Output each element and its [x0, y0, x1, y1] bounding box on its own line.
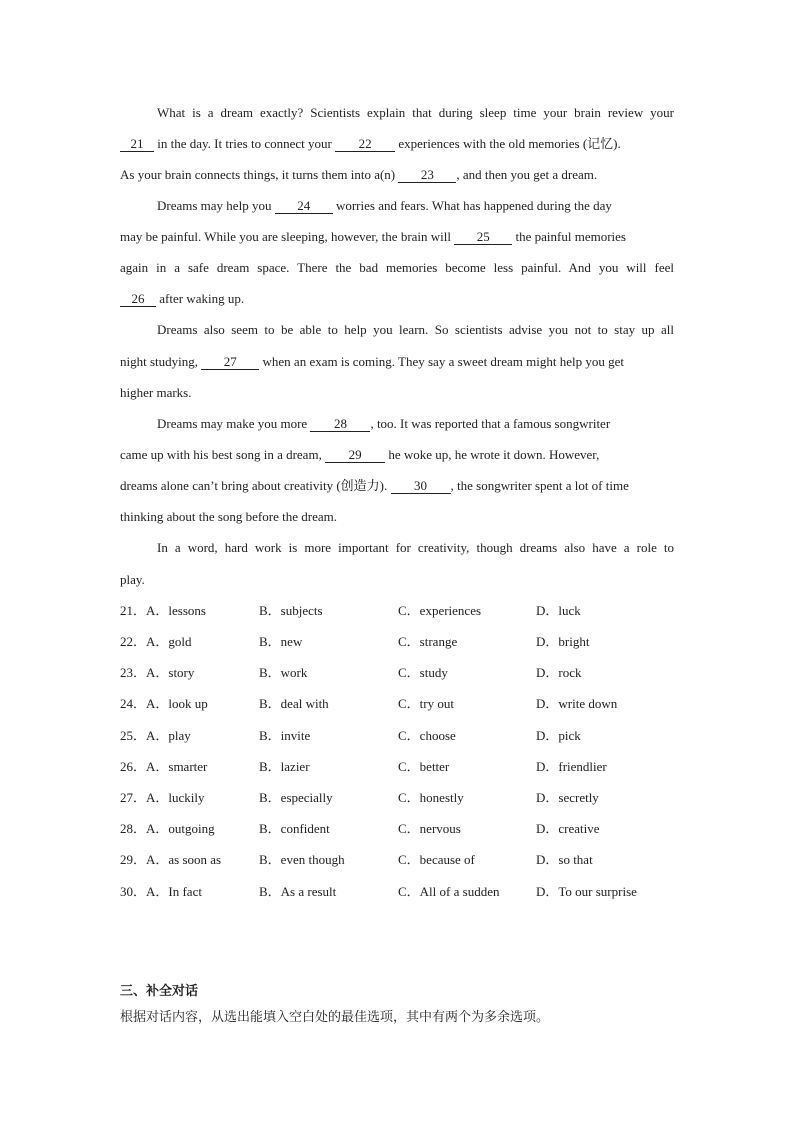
section-title: 三、补全对话	[120, 984, 199, 999]
blank-23: 23	[398, 168, 456, 183]
blank-24: 24	[275, 199, 333, 214]
passage-text: , the songwriter spent a lot of time	[450, 478, 629, 493]
option-b: B．new	[259, 634, 303, 649]
passage-text: again in a safe dream space. There the bad memories become less painful. And you will feel	[120, 260, 674, 275]
option-b: B．work	[259, 665, 308, 680]
option-row	[120, 759, 680, 775]
passage-text: dreams alone can’t bring about creativity (创造力).	[120, 478, 391, 493]
passage-line	[157, 198, 674, 214]
passage-line	[120, 167, 674, 183]
option-d: D．rock	[536, 665, 582, 680]
blank-26: 26	[120, 292, 156, 307]
option-b: B．lazier	[259, 759, 310, 774]
option-c: C．because of	[398, 852, 475, 867]
option-c: C．better	[398, 759, 450, 774]
option-d: D．luck	[536, 603, 581, 618]
passage-text: came up with his best song in a dream,	[120, 447, 326, 462]
option-row	[120, 821, 680, 837]
passage-text: Dreams may make you more	[157, 416, 311, 431]
option-c: C．study	[398, 665, 448, 680]
option-d: D．pick	[536, 728, 581, 743]
option-b: B．subjects	[259, 603, 323, 618]
passage-line	[120, 447, 674, 463]
option-b: B．deal with	[259, 696, 329, 711]
passage-text: after waking up.	[156, 291, 245, 306]
blank-25: 25	[454, 230, 512, 245]
option-a: 24．A．look up	[120, 696, 208, 711]
option-a: 29．A．as soon as	[120, 852, 222, 867]
option-d: D．creative	[536, 821, 600, 836]
option-d: D．bright	[536, 634, 590, 649]
passage-line	[120, 385, 674, 401]
passage-line	[120, 136, 674, 152]
passage-text: , too. It was reported that a famous songwriter	[370, 416, 611, 431]
option-d: D．secretly	[536, 790, 599, 805]
passage-line	[157, 105, 674, 121]
option-c: C．try out	[398, 696, 454, 711]
option-a: 28．A．outgoing	[120, 821, 215, 836]
passage-text: In a word, hard work is more important for creativity, though dreams also have a role to	[157, 540, 674, 555]
option-b: B．invite	[259, 728, 311, 743]
option-c: C．strange	[398, 634, 458, 649]
option-row	[120, 665, 680, 681]
passage-text: when an exam is coming. They say a sweet dream might help you get	[259, 354, 625, 369]
passage-text: , and then you get a dream.	[456, 167, 598, 182]
option-a: 21．A．lessons	[120, 603, 206, 618]
option-b: B．especially	[259, 790, 333, 805]
blank-28: 28	[310, 417, 370, 432]
passage-line	[120, 478, 674, 494]
passage-line	[157, 416, 674, 432]
option-a: 25．A．play	[120, 728, 191, 743]
passage-text: night studying,	[120, 354, 202, 369]
option-c: C．honestly	[398, 790, 464, 805]
passage-text: What is a dream exactly? Scientists explain that during sleep time your brain review your	[157, 105, 674, 120]
option-row	[120, 728, 680, 744]
option-row	[120, 852, 680, 868]
option-b: B．even though	[259, 852, 345, 867]
section-instruction: 根据对话内容，从选出能填入空白处的最佳选项，其中有两个为多余选项。	[120, 1010, 550, 1025]
passage-line	[120, 354, 674, 370]
passage-text: worries and fears. What has happened during the day	[332, 198, 612, 213]
passage-line	[157, 322, 674, 338]
option-d: D．friendlier	[536, 759, 607, 774]
option-a: 22．A．gold	[120, 634, 192, 649]
passage-text: may be painful. While you are sleeping, however, the brain will	[120, 229, 455, 244]
option-a: 23．A．story	[120, 665, 195, 680]
blank-21: 21	[120, 137, 154, 152]
blank-22: 22	[335, 137, 395, 152]
passage-text: Dreams also seem to be able to help you learn. So scientists advise you not to stay up all	[157, 322, 674, 337]
option-row	[120, 603, 680, 619]
passage-text: thinking about the song before the dream.	[120, 509, 337, 524]
passage-line	[120, 229, 674, 245]
passage-line	[157, 540, 674, 556]
option-c: C．All of a sudden	[398, 884, 500, 899]
option-row	[120, 790, 680, 806]
passage-text: the painful memories	[512, 229, 626, 244]
option-b: B．As a result	[259, 884, 337, 899]
passage-line	[120, 260, 674, 276]
option-c: C．choose	[398, 728, 456, 743]
option-b: B．confident	[259, 821, 330, 836]
passage-text: play.	[120, 572, 145, 587]
option-a: 27．A．luckily	[120, 790, 205, 805]
passage-text: experiences with the old memories (记忆).	[395, 136, 621, 151]
option-d: D．write down	[536, 696, 618, 711]
option-c: C．nervous	[398, 821, 461, 836]
passage-line	[120, 509, 674, 525]
passage-line	[120, 291, 674, 307]
passage-text: higher marks.	[120, 385, 192, 400]
option-d: D．To our surprise	[536, 884, 637, 899]
passage-text: As your brain connects things, it turns them into a(n)	[120, 167, 399, 182]
blank-30: 30	[391, 479, 451, 494]
option-c: C．experiences	[398, 603, 482, 618]
option-row	[120, 634, 680, 650]
passage-text: in the day. It tries to connect your	[154, 136, 336, 151]
option-row	[120, 884, 680, 900]
blank-29: 29	[325, 448, 385, 463]
option-d: D．so that	[536, 852, 593, 867]
blank-27: 27	[201, 355, 259, 370]
passage-text: he woke up, he wrote it down. However,	[385, 447, 600, 462]
option-a: 26．A．smarter	[120, 759, 208, 774]
passage-line	[120, 572, 674, 588]
option-row	[120, 696, 680, 712]
option-a: 30．A．In fact	[120, 884, 202, 899]
passage-text: Dreams may help you	[157, 198, 275, 213]
